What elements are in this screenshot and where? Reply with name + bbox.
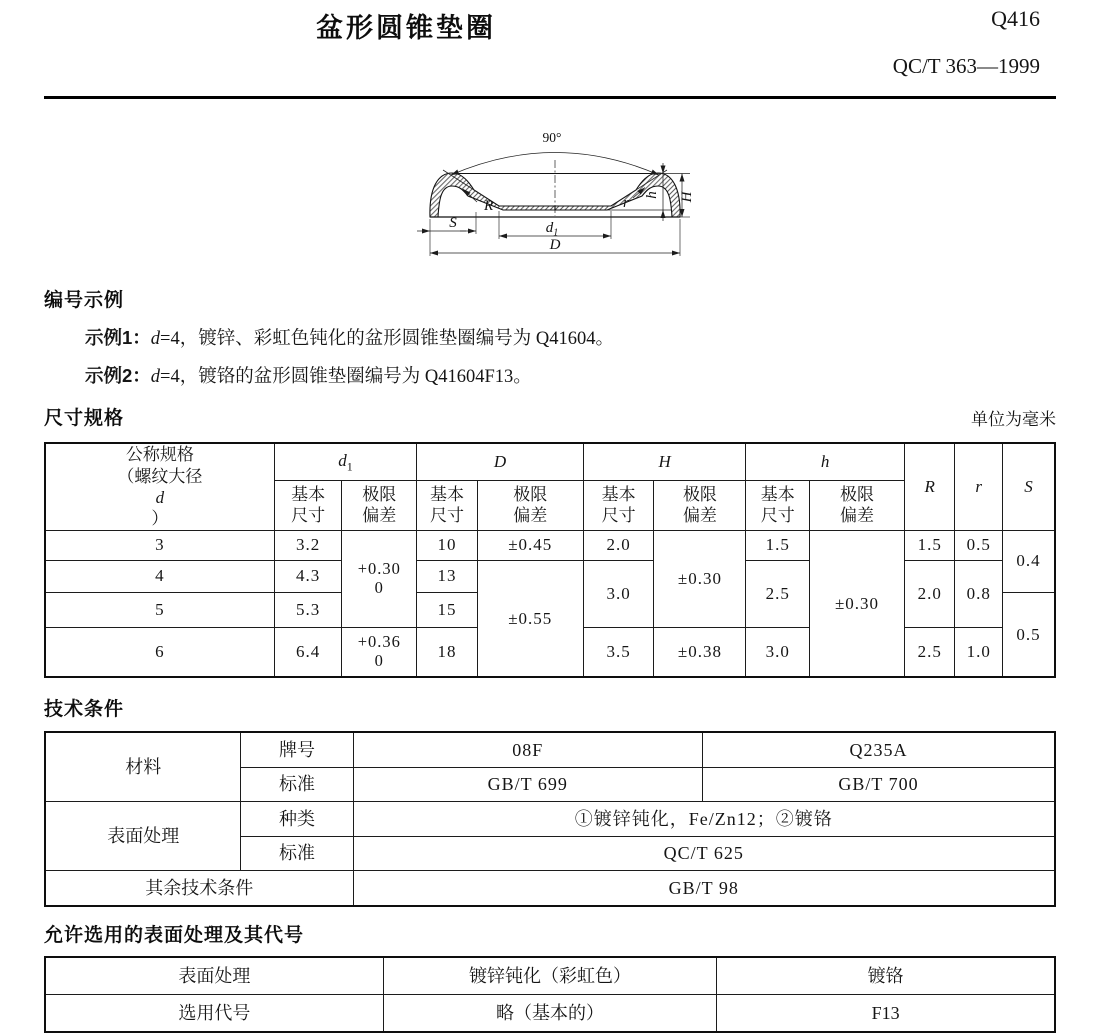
col-header-S: S: [1002, 443, 1055, 530]
cell-r: 1.0: [955, 627, 1002, 677]
example-2-variable: d: [150, 367, 161, 387]
cell-D-deviation: ±0.45: [477, 530, 583, 560]
unit-note: 单位为毫米: [971, 410, 1056, 429]
dimension-spec-heading: 尺寸规格: [44, 408, 125, 429]
cell-S: 0.5: [1002, 592, 1055, 677]
cell-grade-label: 牌号: [241, 732, 353, 767]
surface-codes-table: [44, 956, 1056, 1033]
S-label: S: [449, 215, 457, 231]
example-2-text: =4，镀铬的盆形圆锥垫圈编号为 Q41604F13。: [160, 367, 532, 387]
dimension-spec-section: [44, 403, 1056, 678]
cell-D-basic: 13: [417, 560, 478, 592]
h-label: h: [644, 191, 660, 199]
cell-r: 0.5: [955, 530, 1002, 560]
cell-grade-value-1: 08F: [353, 732, 702, 767]
cell-material-standard-label: 标准: [241, 767, 353, 802]
cell-d1-basic: 5.3: [274, 592, 342, 627]
technical-conditions-section: [44, 694, 1056, 907]
D-label: D: [549, 237, 561, 253]
subheader-d1-deviation: 极限 偏差: [342, 480, 417, 530]
surface-codes-section: [44, 920, 1056, 1033]
example-1-label: 示例1：: [85, 327, 151, 348]
technical-conditions-table: [44, 731, 1056, 907]
technical-conditions-heading: 技术条件: [44, 699, 125, 720]
cell-code-f13: F13: [717, 994, 1055, 1032]
cell-R: 1.5: [904, 530, 955, 560]
cell-h-basic: 1.5: [746, 530, 810, 560]
d1-label: $d_1$: [545, 220, 559, 239]
cell-spec: 3: [45, 530, 274, 560]
col-header-nominal-spec: 公称规格 （螺纹大径 d ）: [45, 443, 274, 530]
example-1-text: =4，镀锌、彩虹色钝化的盆形圆锥垫圈编号为 Q41604。: [160, 329, 614, 349]
H-label: H: [679, 191, 695, 203]
table-row: [45, 871, 1055, 906]
example-2: [85, 362, 1056, 388]
cell-grade-value-2: Q235A: [703, 732, 1056, 767]
cell-chrome-plating: 镀铬: [717, 957, 1055, 995]
table-row: [45, 732, 1055, 767]
cell-other-conditions-label: 其余技术条件: [45, 871, 353, 906]
cell-D-basic: 10: [417, 530, 478, 560]
cell-surface-standard-label: 标准: [241, 836, 353, 871]
cell-material-label: 材料: [45, 732, 241, 802]
cell-D-basic: 15: [417, 592, 478, 627]
col-header-H: H: [583, 443, 746, 480]
numbering-examples-section: [44, 285, 1056, 388]
surface-codes-heading: 允许选用的表面处理及其代号: [44, 924, 305, 946]
table-row: [45, 560, 1055, 592]
angle-label: 90°: [542, 130, 562, 145]
cell-H-basic: 2.0: [583, 530, 654, 560]
subheader-D-deviation: 极限 偏差: [477, 480, 583, 530]
table-row: [45, 957, 1055, 995]
cell-d1-basic: 6.4: [274, 627, 342, 677]
header-divider: [44, 96, 1056, 99]
subheader-D-basic: 基本 尺寸: [417, 480, 478, 530]
cell-h-basic: 2.5: [746, 560, 810, 627]
cell-R: 2.5: [904, 627, 955, 677]
cell-r: 0.8: [955, 560, 1002, 627]
cell-d1-deviation: +0.36 0: [342, 627, 417, 677]
dimension-spec-header: [44, 403, 1056, 430]
dimensions-table: [44, 442, 1056, 678]
part-code: Q416: [991, 6, 1040, 31]
cell-h-basic: 3.0: [746, 627, 810, 677]
cell-code-basic: 略（基本的）: [383, 994, 716, 1032]
col-header-h: h: [746, 443, 905, 480]
standard-number: QC/T 363—1999: [892, 54, 1040, 78]
subheader-H-basic: 基本 尺寸: [583, 480, 654, 530]
table-row: [45, 994, 1055, 1032]
cell-D-deviation: ±0.55: [477, 560, 583, 677]
cell-d1-basic: 3.2: [274, 530, 342, 560]
cell-kind-label: 种类: [241, 802, 353, 837]
col-header-d1: $d_1$: [274, 443, 416, 480]
examples-heading: 编号示例: [44, 290, 125, 311]
cell-H-deviation: ±0.30: [654, 530, 746, 627]
cell-zinc-passivation: 镀锌钝化（彩虹色）: [383, 957, 716, 995]
cell-surface-standard-value: QC/T 625: [353, 836, 1055, 871]
cell-kind-value: ①镀锌钝化，Fe/Zn12；②镀铬: [353, 802, 1055, 837]
cell-H-deviation: ±0.38: [654, 627, 746, 677]
cell-material-standard-value-1: GB/T 699: [353, 767, 702, 802]
cell-H-basic: 3.0: [583, 560, 654, 627]
subheader-H-deviation: 极限 偏差: [654, 480, 746, 530]
washer-drawing-svg: [410, 110, 700, 270]
page-header: [44, 0, 1056, 99]
cell-surface-treatment-label: 表面处理: [45, 802, 241, 871]
cell-d1-basic: 4.3: [274, 560, 342, 592]
radius-r-label: r: [623, 195, 629, 211]
table-row: [45, 802, 1055, 837]
cell-surface-treatment-header: 表面处理: [45, 957, 383, 995]
example-2-label: 示例2：: [85, 365, 151, 386]
col-header-D: D: [417, 443, 584, 480]
cell-code-label: 选用代号: [45, 994, 383, 1032]
subheader-d1-basic: 基本 尺寸: [274, 480, 342, 530]
cell-D-basic: 18: [417, 627, 478, 677]
subheader-h-basic: 基本 尺寸: [746, 480, 810, 530]
subheader-h-deviation: 极限 偏差: [810, 480, 905, 530]
cell-d1-deviation: +0.30 0: [342, 530, 417, 627]
cell-H-basic: 3.5: [583, 627, 654, 677]
right-section-hatched: [555, 173, 680, 217]
cell-spec: 5: [45, 592, 274, 627]
cell-spec: 6: [45, 627, 274, 677]
washer-cross-section-drawing: [410, 110, 700, 270]
radius-R-label: R: [484, 198, 494, 214]
cell-material-standard-value-2: GB/T 700: [703, 767, 1056, 802]
example-1: [85, 324, 1056, 350]
col-header-R: R: [904, 443, 955, 530]
cell-R: 2.0: [904, 560, 955, 627]
cell-spec: 4: [45, 560, 274, 592]
cell-other-conditions-value: GB/T 98: [353, 871, 1055, 906]
col-header-r: r: [955, 443, 1002, 530]
page-title: 盆形圆锥垫圈: [316, 13, 496, 43]
table-row: [45, 530, 1055, 560]
example-1-variable: d: [150, 329, 161, 349]
cell-h-deviation: ±0.30: [810, 530, 905, 677]
cell-S: 0.4: [1002, 530, 1055, 592]
